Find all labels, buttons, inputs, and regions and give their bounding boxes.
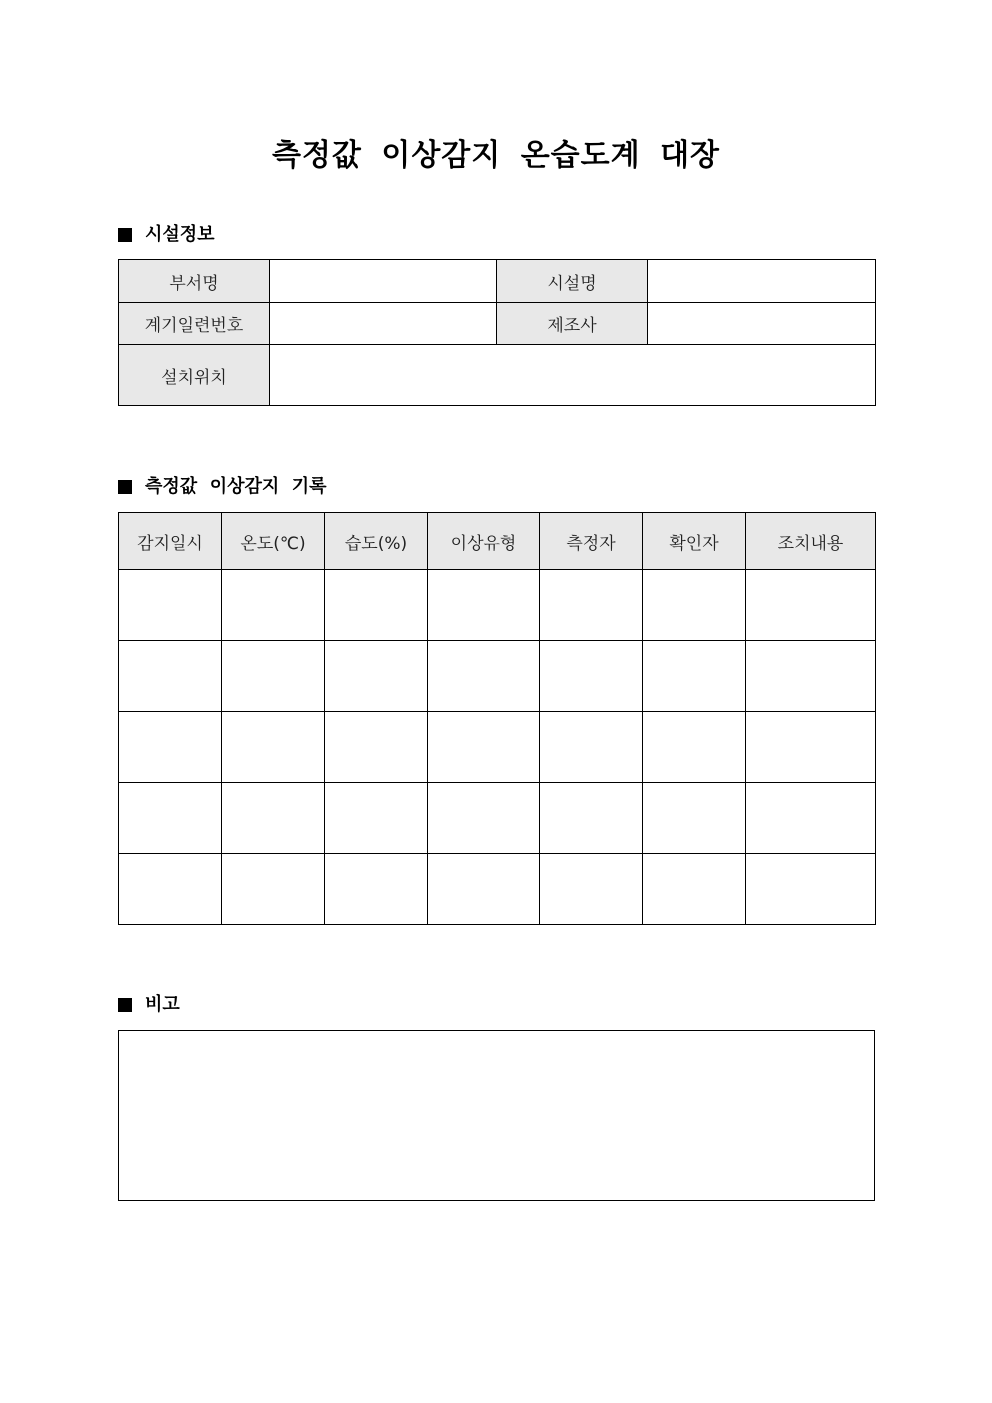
table-row	[119, 570, 876, 641]
table-cell[interactable]	[540, 641, 643, 712]
table-cell[interactable]	[428, 570, 540, 641]
table-cell[interactable]	[222, 783, 325, 854]
table-cell[interactable]	[325, 783, 428, 854]
table-cell[interactable]	[643, 570, 746, 641]
facility-row	[119, 303, 876, 345]
facility-section-title: 시설정보	[145, 224, 215, 245]
table-cell[interactable]	[119, 783, 222, 854]
column-header-detect-time: 감지일시	[119, 513, 222, 570]
table-cell[interactable]	[643, 854, 746, 925]
remarks-field[interactable]	[118, 1030, 875, 1201]
remarks-section-heading	[118, 993, 180, 1017]
table-cell[interactable]	[540, 854, 643, 925]
table-cell[interactable]	[222, 712, 325, 783]
table-cell[interactable]	[428, 641, 540, 712]
table-row	[119, 783, 876, 854]
table-cell[interactable]	[222, 570, 325, 641]
square-bullet-icon	[118, 998, 132, 1012]
column-header-humidity: 습도(%)	[325, 513, 428, 570]
table-row	[119, 641, 876, 712]
table-cell[interactable]	[428, 783, 540, 854]
column-header-anomaly-type: 이상유형	[428, 513, 540, 570]
facility-info-table	[118, 259, 876, 406]
table-cell[interactable]	[119, 712, 222, 783]
manufacturer-label: 제조사	[497, 303, 648, 345]
square-bullet-icon	[118, 228, 132, 242]
table-row	[119, 854, 876, 925]
record-header-row	[119, 513, 876, 570]
anomaly-record-table	[118, 512, 876, 925]
column-header-checker: 확인자	[643, 513, 746, 570]
serial-number-label: 계기일련번호	[119, 303, 270, 345]
table-cell[interactable]	[746, 570, 876, 641]
table-row	[119, 712, 876, 783]
table-cell[interactable]	[119, 641, 222, 712]
department-label: 부서명	[119, 260, 270, 303]
table-cell[interactable]	[746, 783, 876, 854]
table-cell[interactable]	[746, 712, 876, 783]
remarks-section-title: 비고	[145, 994, 180, 1015]
column-header-temperature: 온도(℃)	[222, 513, 325, 570]
table-cell[interactable]	[325, 570, 428, 641]
facility-name-label: 시설명	[497, 260, 648, 303]
table-cell[interactable]	[119, 570, 222, 641]
table-cell[interactable]	[222, 641, 325, 712]
record-section-title: 측정값 이상감지 기록	[145, 476, 327, 497]
manufacturer-field[interactable]	[648, 303, 876, 345]
table-cell[interactable]	[325, 641, 428, 712]
table-cell[interactable]	[540, 570, 643, 641]
facility-row	[119, 260, 876, 303]
page-title: 측정값 이상감지 온습도계 대장	[271, 138, 721, 173]
serial-number-field[interactable]	[270, 303, 497, 345]
table-cell[interactable]	[428, 712, 540, 783]
column-header-action: 조치내용	[746, 513, 876, 570]
table-cell[interactable]	[222, 854, 325, 925]
install-location-label: 설치위치	[119, 345, 270, 406]
table-cell[interactable]	[540, 712, 643, 783]
department-field[interactable]	[270, 260, 497, 303]
square-bullet-icon	[118, 480, 132, 494]
column-header-measurer: 측정자	[540, 513, 643, 570]
facility-section-heading	[118, 223, 215, 247]
table-cell[interactable]	[643, 641, 746, 712]
record-section-heading	[118, 475, 327, 499]
facility-name-field[interactable]	[648, 260, 876, 303]
table-cell[interactable]	[325, 854, 428, 925]
table-cell[interactable]	[643, 783, 746, 854]
table-cell[interactable]	[119, 854, 222, 925]
table-cell[interactable]	[746, 641, 876, 712]
install-location-field[interactable]	[270, 345, 876, 406]
table-cell[interactable]	[325, 712, 428, 783]
table-cell[interactable]	[746, 854, 876, 925]
table-cell[interactable]	[540, 783, 643, 854]
facility-row	[119, 345, 876, 406]
table-cell[interactable]	[428, 854, 540, 925]
table-cell[interactable]	[643, 712, 746, 783]
